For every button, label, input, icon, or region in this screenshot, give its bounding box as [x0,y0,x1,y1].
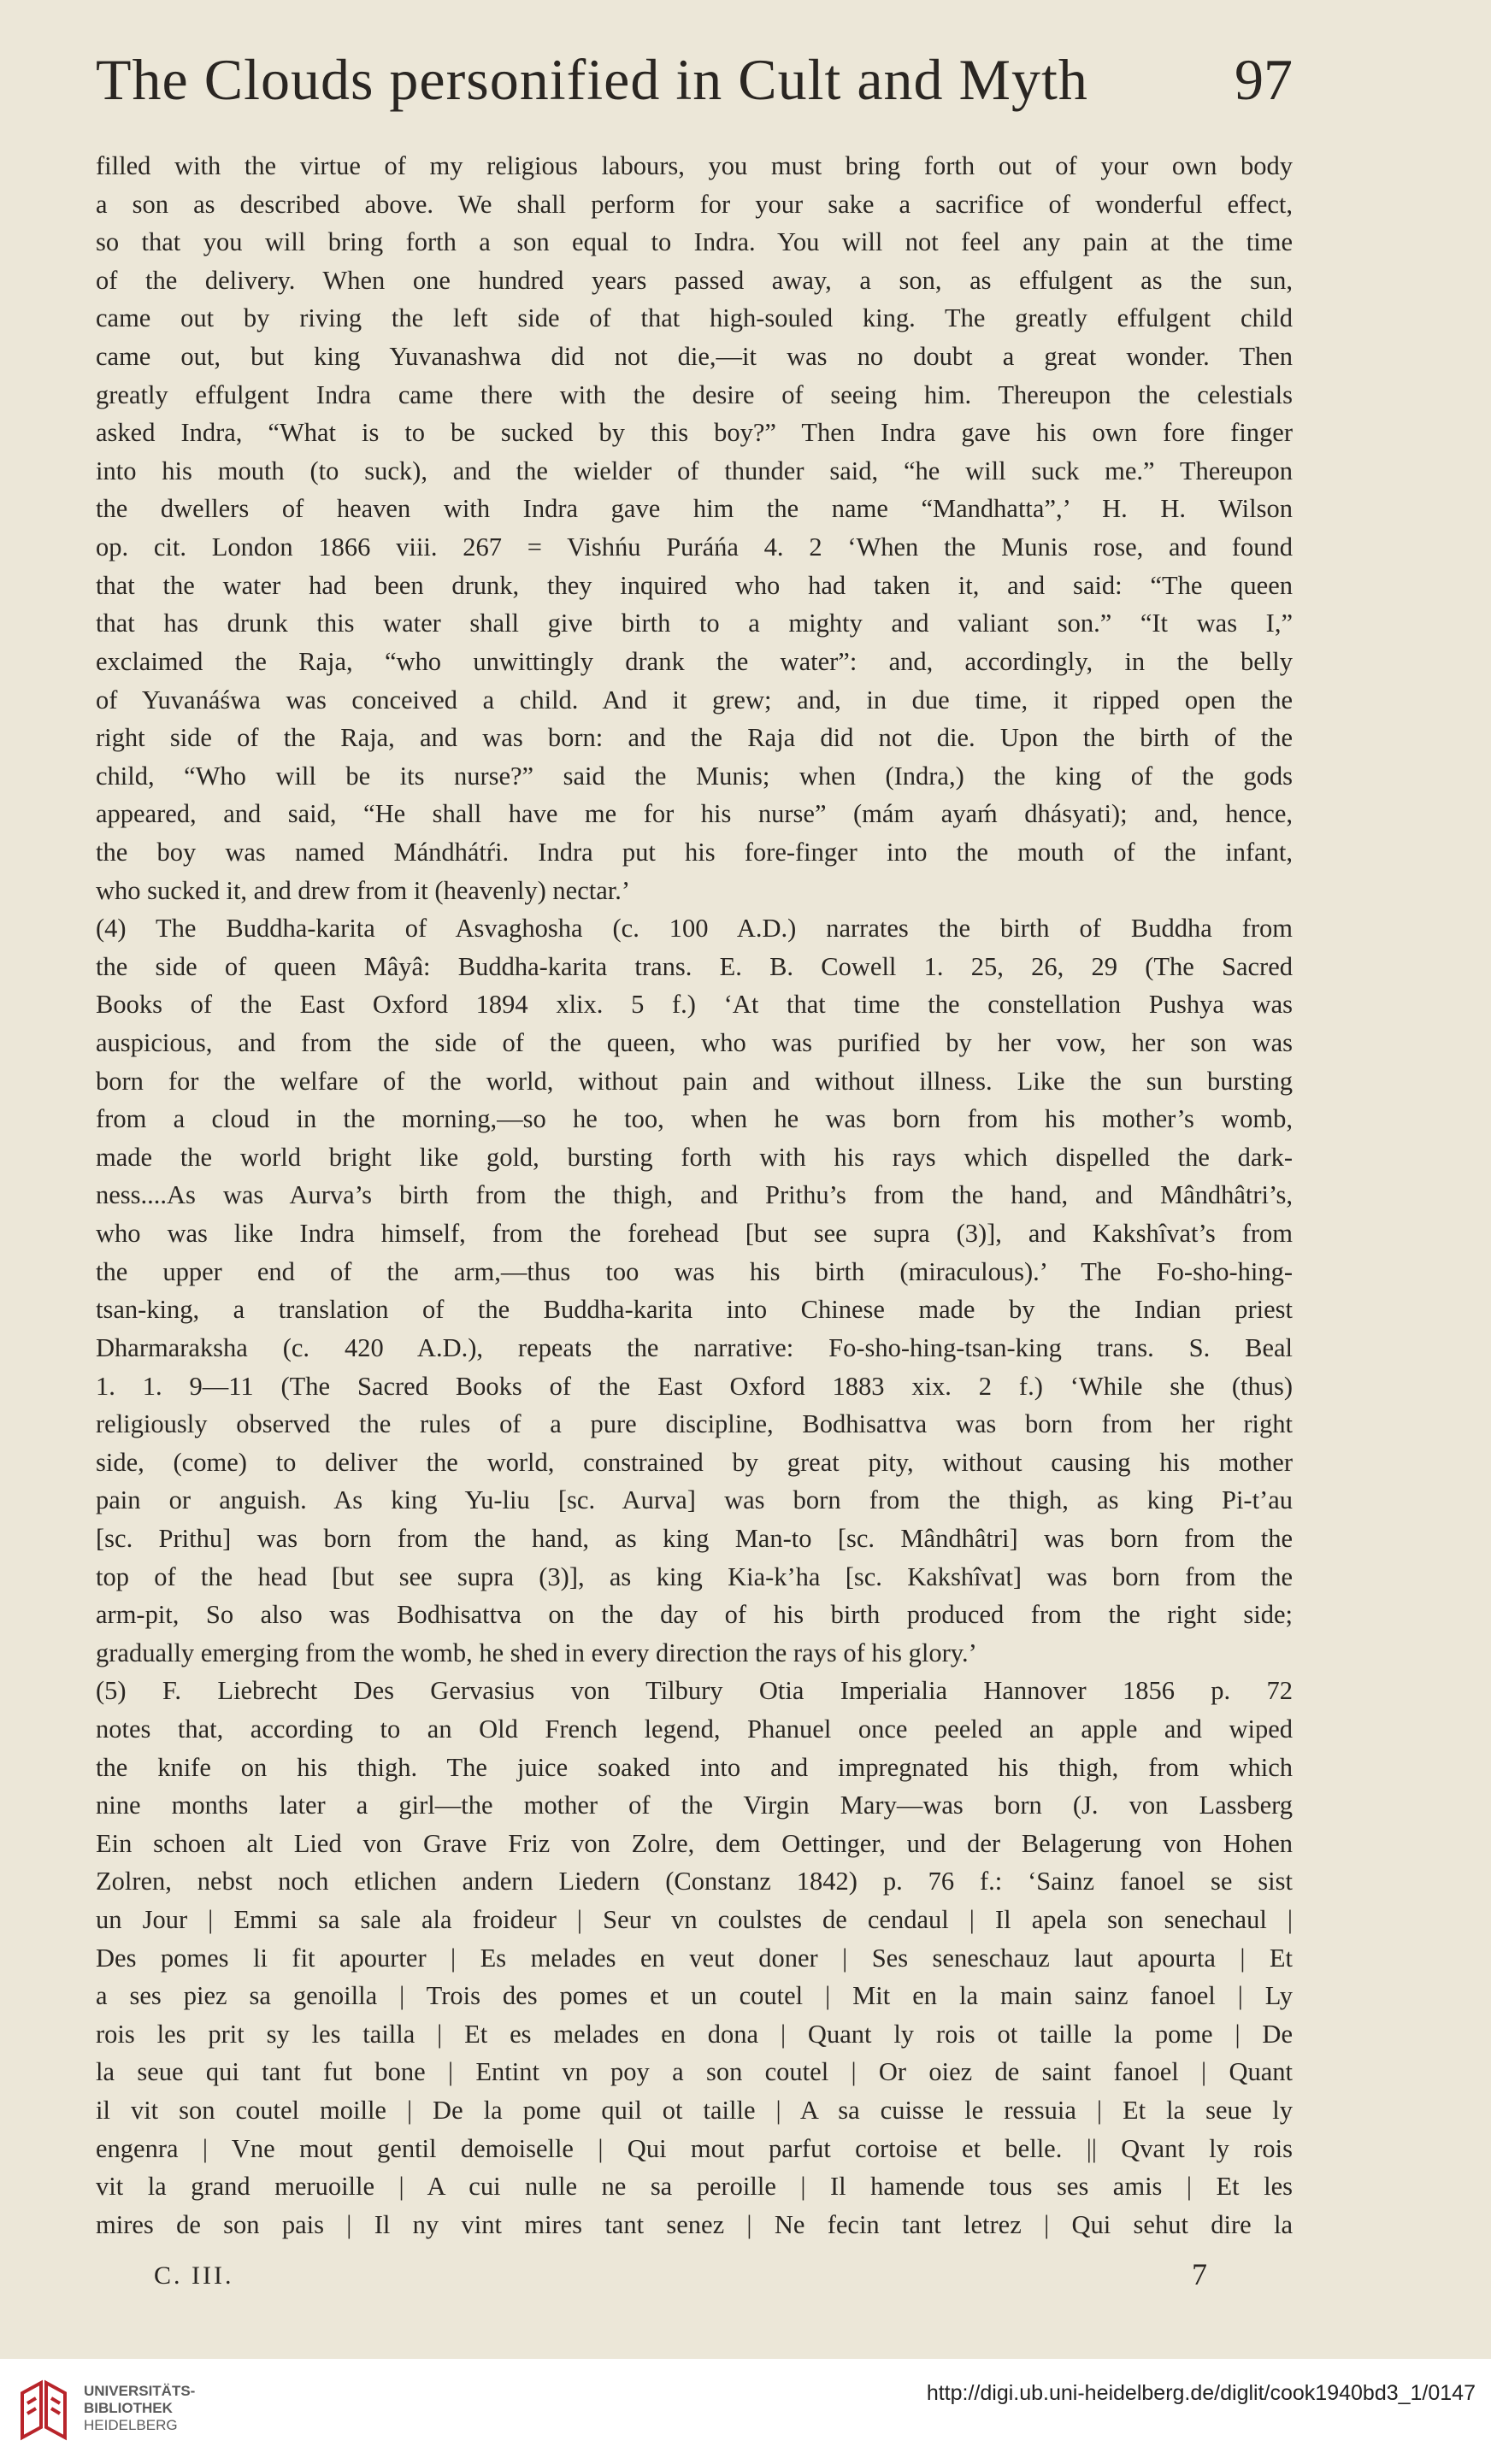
text-line: op. cit. London 1866 viii. 267 = Vishńu Puráńa 4. 2 ‘When the Munis rose, and found [96,532,1293,562]
source-link[interactable]: http://digi.ub.uni-heidelberg.de/diglit/cook1940bd3_1/0147 [926,2381,1476,2405]
text-line: ness....As was Aurva’s birth from the thigh, and Prithu’s from the hand, and Mândhâtri’s, [96,1180,1293,1210]
text-line: un Jour | Emmi sa sale ala froideur | Seur vn coulstes de cendaul | Il apela son senechaul | [96,1905,1293,1935]
text-line: arm-pit, So also was Bodhisattva on the day of his birth produced from the right side; [96,1600,1293,1630]
library-name-line: BIBLIOTHEK [84,2400,173,2416]
text-line: nine months later a girl—the mother of the Virgin Mary—was born (J. von Lassberg [96,1791,1293,1820]
text-line: 1. 1. 9—11 (The Sacred Books of the East Oxford 1883 xix. 2 f.) ‘While she (thus) [96,1371,1293,1401]
text-line: came out, but king Yuvanashwa did not die,—it was no doubt a great wonder. Then [96,342,1293,372]
text-line: that has drunk this water shall give birth to a mighty and valiant son.” “It was I,” [96,609,1293,638]
text-line: asked Indra, “What is to be sucked by this boy?” Then Indra gave his own fore finger [96,418,1293,448]
text-line: a son as described above. We shall perform for your sake a sacrifice of wonderful effect, [96,189,1293,219]
text-line: vit la grand meruoille | A cui nulle ne sa peroille | Il hamende tous ses amis | Et les [96,2172,1293,2202]
text-line: child, “Who will be its nurse?” said the Munis; when (Indra,) the king of the gods [96,761,1293,791]
text-line: (4) The Buddha-karita of Asvaghosha (c. 100 A.D.) narrates the birth of Buddha from [96,914,1293,944]
running-header [96,41,1293,118]
text-line: il vit son coutel moille | De la pome quil ot taille | A sa cuisse le ressuia | Et la seue ly [96,2096,1293,2126]
library-name-line: HEIDELBERG [84,2417,178,2433]
text-line: from a cloud in the morning,—so he too, when he was born from his mother’s womb, [96,1104,1293,1134]
body-text [96,147,1293,2244]
text-line: the dwellers of heaven with Indra gave him the name “Mandhatta”,’ H. H. Wilson [96,494,1293,524]
text-line: (5) F. Liebrecht Des Gervasius von Tilbury Otia Imperialia Hannover 1856 p. 72 [96,1676,1293,1706]
library-footer [0,2359,1491,2464]
text-line: auspicious, and from the side of the queen, who was purified by her vow, her son was [96,1028,1293,1058]
text-line: the knife on his thigh. The juice soaked into and impregnated his thigh, from which [96,1752,1293,1782]
text-line: the upper end of the arm,—thus too was his birth (miraculous).’ The Fo-sho-hing- [96,1256,1293,1286]
text-line: notes that, according to an Old French legend, Phanuel once peeled an apple and wiped [96,1714,1293,1744]
text-line: a ses piez sa genoilla | Trois des pomes et un coutel | Mit en la main sainz fanoel | Ly [96,1981,1293,2011]
text-line: top of the head [but see supra (3)], as king Kia-k’ha [sc. Kakshîvat] was born from the [96,1561,1293,1591]
signature-mark: C. III. [154,2261,234,2290]
text-line: gradually emerging from the womb, he shed in every direction the rays of his glory.’ [96,1638,977,1667]
text-line: appeared, and said, “He shall have me for his nurse” (mám ayaḿ dhásyati); and, hence, [96,799,1293,829]
text-line: mires de son pais | Il ny vint mires tant senez | Ne fecin tant letrez | Qui sehut dire la [96,2209,1293,2239]
text-line: of Yuvanáśwa was conceived a child. And it grew; and, in due time, it ripped open the [96,685,1293,715]
text-line: Des pomes li fit apourter | Es melades en veut doner | Ses seneschauz laut apourta | Et [96,1943,1293,1973]
text-line: side, (come) to deliver the world, constrained by great pity, without causing his mother [96,1447,1293,1477]
text-line: engenra | Vne mout gentil demoiselle | Qui mout parfut cortoise et belle. || Qvant ly rois [96,2133,1293,2163]
text-line: religiously observed the rules of a pure discipline, Bodhisattva was born from her right [96,1409,1293,1439]
text-line: tsan-king, a translation of the Buddha-karita into Chinese made by the Indian priest [96,1295,1293,1325]
page-number: 97 [1235,47,1293,112]
text-line: filled with the virtue of my religious labours, you must bring forth out of your own body [96,151,1293,180]
library-name-line: UNIVERSITÄTS- [84,2383,196,2399]
text-line: Dharmaraksha (c. 420 A.D.), repeats the narrative: Fo-sho-hing-tsan-king trans. S. Beal [96,1332,1293,1362]
text-line: came out by riving the left side of that high-souled king. The greatly effulgent child [96,303,1293,333]
text-line: into his mouth (to suck), and the wielder of thunder said, “he will suck me.” Thereupon [96,456,1293,485]
text-line: who sucked it, and drew from it (heavenly) nectar.’ [96,875,631,905]
text-line: made the world bright like gold, bursting forth with his rays which dispelled the dark- [96,1142,1293,1172]
text-line: that the water had been drunk, they inquired who had taken it, and said: “The queen [96,570,1293,600]
page-title: The Clouds personified in Cult and Myth [96,47,1088,112]
text-line: the boy was named Mándhátŕi. Indra put his fore-finger into the mouth of the infant, [96,837,1293,867]
text-line: right side of the Raja, and was born: and the Raja did not die. Upon the birth of the [96,723,1293,753]
text-line: exclaimed the Raja, “who unwittingly drank the water”: and, accordingly, in the belly [96,646,1293,676]
text-line: the side of queen Mâyâ: Buddha-karita trans. E. B. Cowell 1. 25, 26, 29 (The Sacred [96,951,1293,981]
text-line: who was like Indra himself, from the forehead [but see supra (3)], and Kakshîvat’s from [96,1219,1293,1249]
text-line: born for the welfare of the world, without pain and without illness. Like the sun bursting [96,1066,1293,1096]
text-line: Zolren, nebst noch etlichen andern Liedern (Constanz 1842) p. 76 f.: ‘Sainz fanoel se sist [96,1867,1293,1897]
text-line: pain or anguish. As king Yu-liu [sc. Aurva] was born from the thigh, as king Pi-t’au [96,1485,1293,1515]
library-logo-icon [15,2378,72,2443]
text-line: so that you will bring forth a son equal to Indra. You will not feel any pain at the time [96,227,1293,257]
library-name [84,2383,195,2434]
text-line: Ein schoen alt Lied von Grave Friz von Zolre, dem Oettinger, und der Belagerung von Hohen [96,1828,1293,1858]
gathering-number: 7 [1192,2257,1207,2291]
text-line: of the delivery. When one hundred years passed away, a son, as effulgent as the sun, [96,265,1293,295]
text-line: la seue qui tant fut bone | Entint vn poy a son coutel | Or oiez de saint fanoel | Quant [96,2057,1293,2087]
text-line: [sc. Prithu] was born from the hand, as king Man-to [sc. Mândhâtri] was born from the [96,1523,1293,1553]
text-line: Books of the East Oxford 1894 xlix. 5 f.) ‘At that time the constellation Pushya was [96,990,1293,1020]
text-line: greatly effulgent Indra came there with the desire of seeing him. Thereupon the celestials [96,379,1293,409]
text-line: rois les prit sy les tailla | Et es melades en dona | Quant ly rois ot taille la pome | De [96,2019,1293,2049]
